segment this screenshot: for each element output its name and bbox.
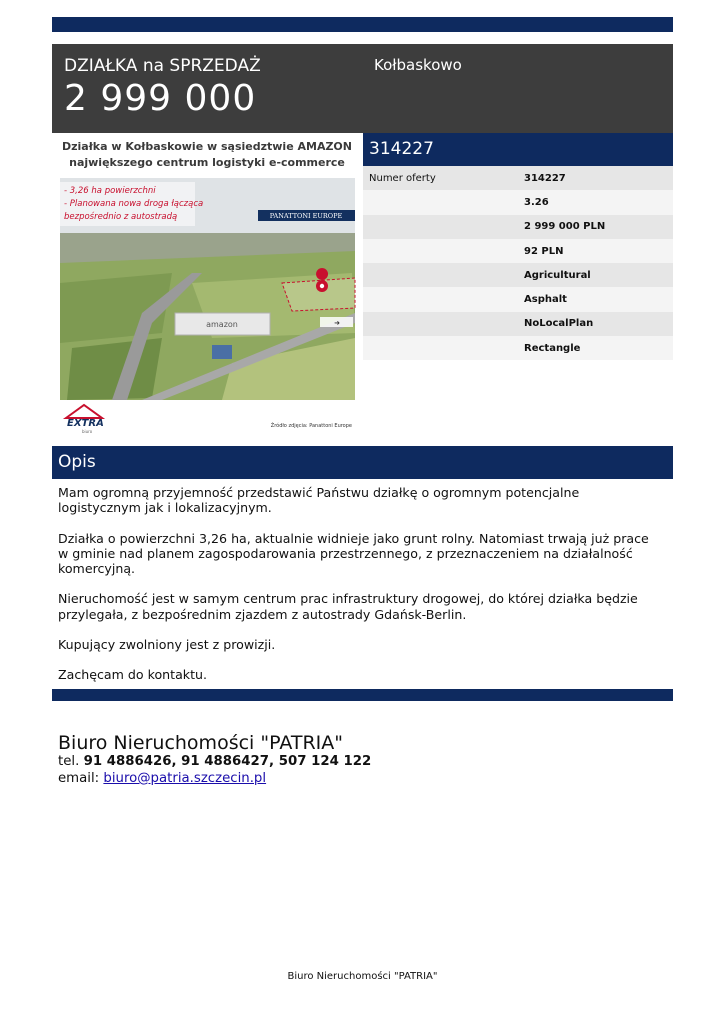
offer-info-panel [363,133,673,360]
offer-id-heading: 314227 [363,133,673,166]
row-key: Numer oferty [363,166,518,190]
description-paragraph: Mam ogromną przyjemność przedstawić Państwu działkę o ogromnym potencjalne logistycznym jak i lokalizacyjnym. [58,485,580,516]
bottom-bar [52,689,673,701]
extra-logo [66,405,104,434]
photo-title-line2: największego centrum logistyki e-commerce [69,156,345,169]
listing-price: 2 999 000 [64,78,257,119]
table-row [363,263,673,287]
phone-label: tel. [58,754,80,769]
email-line [58,771,266,786]
row-value: 92 PLN [518,239,673,263]
listing-header [52,44,673,133]
description-paragraph: Nieruchomość jest w samym centrum prac infrastruktury drogowej, do której działka będzie przylegała, z bezpośrednim zjazdem z autostrady Gdańsk-Berlin. [58,591,638,622]
description-paragraph: Kupujący zwolniony jest z prowizji. [58,636,276,652]
row-value: Asphalt [518,287,673,311]
photo-bullet-3: bezpośrednio z autostradą [64,212,178,222]
table-row [363,312,673,336]
table-row [363,215,673,239]
table-row [363,166,673,190]
description-heading: Opis [52,446,673,479]
svg-text:EXTRA: EXTRA [67,418,104,429]
table-row [363,239,673,263]
aerial-photo-graphic [52,133,362,440]
row-key [363,287,518,311]
top-bar [52,17,673,32]
row-key [363,312,518,336]
offer-details-table [363,166,673,360]
row-key [363,263,518,287]
description-body [58,485,663,698]
photo-banner: PANATTONI EUROPE [269,212,343,220]
photo-source: Źródło zdjęcia: Panattoni Europe [270,423,352,429]
photo-bullet-2: - Planowana nowa droga łącząca [64,199,204,209]
page-footer: Biuro Nieruchomości "PATRIA" [287,971,438,982]
photo-title-line1: Działka w Kołbaskowie w sąsiedztwie AMAZON [62,140,352,153]
row-value: Rectangle [518,336,673,360]
agency-name: Biuro Nieruchomości "PATRIA" [58,732,344,754]
phone-line [58,754,371,769]
row-key [363,239,518,263]
table-row [363,190,673,214]
row-value: NoLocalPlan [518,312,673,336]
description-paragraph: Zachęcam do kontaktu. [58,667,208,683]
email-link[interactable]: biuro@patria.szczecin.pl [103,771,267,786]
row-key [363,190,518,214]
row-key [363,215,518,239]
row-value: Agricultural [518,263,673,287]
listing-type: DZIAŁKA na SPRZEDAŻ [64,56,261,76]
table-row [363,287,673,311]
table-row [363,336,673,360]
row-value: 314227 [518,166,673,190]
phone-numbers[interactable]: 91 4886426, 91 4886427, 507 124 122 [83,754,372,769]
description-paragraph: Działka o powierzchni 3,26 ha, aktualnie widnieje jako grunt rolny. Natomiast trwają już prace w gminie nad planem zagospodarowania przestrzennego, z przeznaczeniem na działalność komercyjną. [58,530,649,576]
row-value: 2 999 000 PLN [518,215,673,239]
arrow-icon: ➜ [334,319,340,327]
email-label: email: [58,771,100,786]
property-photo [52,133,362,440]
svg-text:biuro: biuro [82,429,93,434]
row-key [363,336,518,360]
listing-location: Kołbaskowo [374,56,462,74]
row-value: 3.26 [518,190,673,214]
photo-bullet-1: - 3,26 ha powierzchni [64,186,156,196]
building-label: amazon [206,320,238,329]
